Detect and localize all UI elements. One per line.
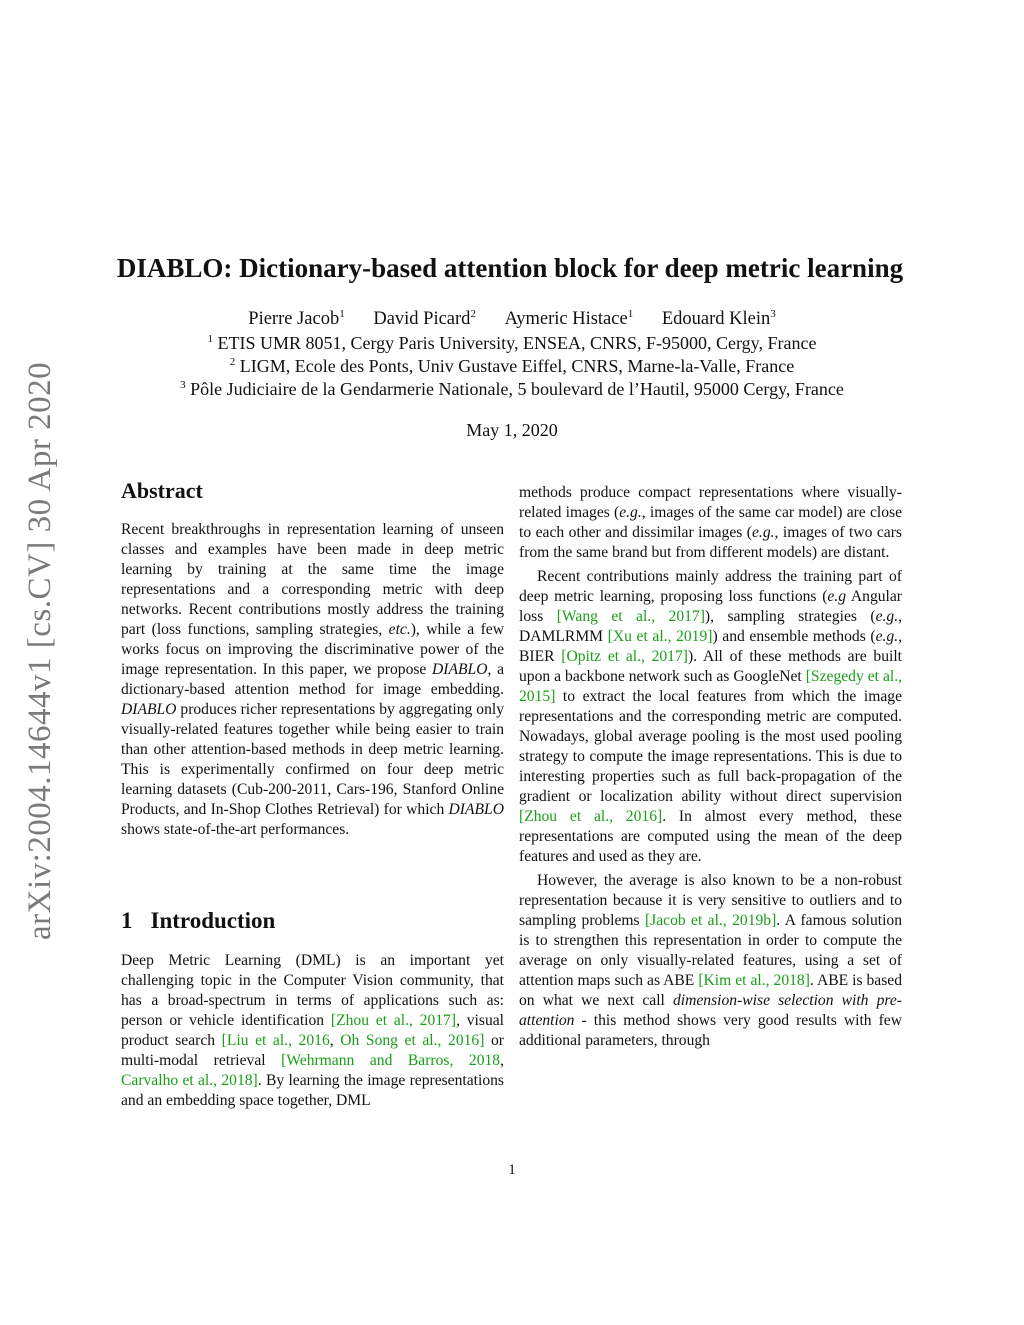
affiliation: $^3$ Pôle Judiciaire de la Gendarmerie Nationale, 5 boulevard de l’Hautil, 95000 Cergy, France — [180, 379, 844, 399]
publication-date: May 1, 2020 — [466, 420, 558, 440]
citation-link[interactable]: [Zhou et al., 2016] — [519, 808, 663, 825]
section-heading-introduction: 1 Introduction — [121, 908, 276, 933]
citation-link[interactable]: [Opitz et al., 2017] — [561, 648, 688, 665]
author: Pierre Jacob$^1$ — [248, 307, 345, 329]
affiliation: $^1$ ETIS UMR 8051, Cergy Paris University, ENSEA, CNRS, F-95000, Cergy, France — [207, 333, 817, 353]
author: David Picard$^2$ — [373, 307, 476, 329]
citation-link[interactable]: [Wang et al., 2017] — [556, 608, 705, 625]
paper-title: DIABLO: Dictionary-based attention block for deep metric learning — [116, 253, 904, 283]
right-column-body: methods produce compact representations where visually-related images (e.g., images of the same car model) are close to each other and dissimilar images (e.g., images of two cars from the same brand but from different models) are distant. Recent contributions mainly address the training part of deep metric learning, proposing loss functions (e.g Angular loss [Wang et al., 2017]), sampling strategies (e.g., DAMLRMM [Xu et al., 2019]) and ensemble methods (e.g., BIER [Opitz et al., 2017]). All of these methods are built upon a backbone network such as GoogleNet [Szegedy et al., 2015] to extract the local features from which the image representations and the corresponding metric are computed. Nowadays, global average pooling is the most used pooling strategy to compute the image representations. This is due to interesting properties such as full back-propagation of the gradient or localization ability without direct supervision [Zhou et al., 2016]. In almost every method, these representations are computed using the mean of the deep features and used as they are. However, the average is also known to be a non-robust representation because it is very sensitive to outliers and to sampling problems [Jacob et al., 2019b]. A famous solution is to strengthen this representation in order to compute the average on only visually-related features, using a set of attention maps such as ABE [Kim et al., 2018]. ABE is based on what we next call dimension-wise selection with pre-attention - this method shows very good results with few additional parameters, through — [519, 484, 902, 1049]
citation-link[interactable]: [Zhou et al., 2017] — [330, 1012, 457, 1029]
abstract-body: Recent breakthroughs in representation learning of unseen classes and examples have been made in deep metric learning by training at the same time the image representations and a corresponding metric with deep networks. Recent contributions mostly address the training part (loss functions, sampling strategies, etc.), while a few works focus on improving the discriminative power of the image representation. In this paper, we propose DIABLO, a dictionary-based attention method for image embedding. DIABLO produces richer representations by aggregating only visually-related features together while being easier to train than other attention-based methods in deep metric learning. This is experimentally confirmed on four deep metric learning datasets (Cub-200-2011, Cars-196, Stanford Online Products, and In-Shop Clothes Retrieval) for which DIABLO shows state-of-the-art performances. — [121, 521, 504, 838]
author: Edouard Klein$^3$ — [661, 307, 776, 329]
citation-link[interactable]: [Jacob et al., 2019b] — [644, 912, 777, 929]
author-list — [120, 309, 904, 330]
citation-link[interactable]: Oh Song et al., 2016] — [340, 1032, 485, 1049]
citation-link[interactable]: [Xu et al., 2019] — [607, 628, 713, 645]
citation-link[interactable]: Carvalho et al., 2018] — [121, 1072, 258, 1089]
citation-link[interactable]: [Szegedy et al., 2015] — [519, 668, 902, 705]
author: Aymeric Histace$^1$ — [504, 307, 634, 329]
citation-link[interactable]: [Kim et al., 2018] — [698, 972, 810, 989]
citation-link[interactable]: [Wehrmann and Barros, 2018 — [281, 1052, 501, 1069]
affiliation: $^2$ LIGM, Ecole des Ponts, Univ Gustave Eiffel, CNRS, Marne-la-Valle, France — [229, 356, 795, 376]
citation-link[interactable]: [Liu et al., 2016 — [221, 1032, 330, 1049]
abstract-heading: Abstract — [121, 478, 203, 503]
page-number: 1 — [508, 1162, 516, 1178]
introduction-body: Deep Metric Learning (DML) is an important yet challenging topic in the Computer Vision community, that has a broad-spectrum in terms of applications such as: person or vehicle identification [Zhou et al., 2017], visual product search [Liu et al., 2016, Oh Song et al., 2016] or multi-modal retrieval [Wehrmann and Barros, 2018, Carvalho et al., 2018]. By learning the image representations and an embedding space together, DML — [121, 952, 504, 1109]
arxiv-stamp: arXiv:2004.14644v1 [cs.CV] 30 Apr 2020 — [22, 361, 58, 940]
